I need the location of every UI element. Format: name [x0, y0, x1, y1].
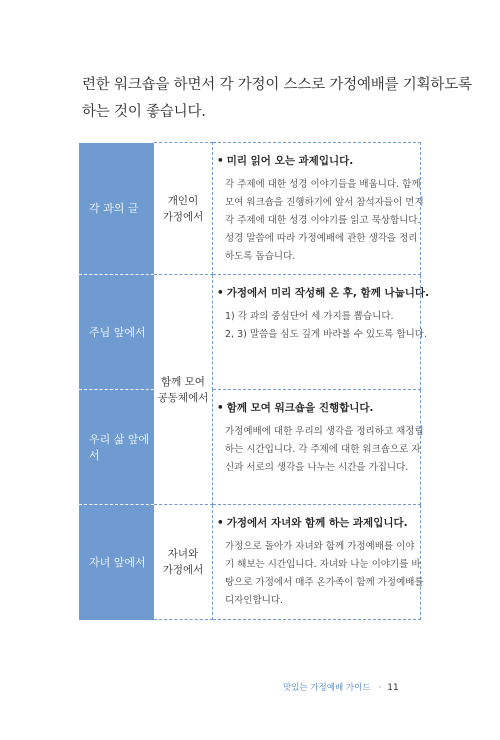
body-line: 각 주제에 대한 성경 이야기를 읽고 묵상합니다. — [225, 215, 421, 226]
description-body — [217, 423, 424, 477]
book-title: 맛있는 가정예배 가이드 — [283, 683, 371, 693]
body-line: 디자인합니다. — [225, 595, 284, 606]
body-line: 모여 워크숍을 진행하기에 앞서 참석자들이 먼저 — [225, 197, 424, 208]
body-line: 각 주제에 대한 성경 이야기들을 배웁니다. 함께 — [225, 179, 421, 190]
body-line: 1) 각 과의 중심단어 세 가지를 뽑습니다. — [225, 311, 394, 322]
body-line: 하는 시간입니다. 각 주제에 대한 워크숍으로 자 — [225, 444, 421, 455]
bullet-icon: • — [217, 402, 224, 414]
row-who — [154, 275, 213, 505]
row-who — [154, 143, 213, 275]
row-label: 각 과의 글 — [79, 143, 154, 275]
intro-line: 하는 것이 좋습니다. — [82, 104, 206, 120]
footer-separator: · — [378, 683, 382, 693]
row-label: 주님 앞에서 — [79, 275, 154, 390]
workshop-table — [79, 142, 430, 620]
row-description — [213, 505, 424, 620]
table-row — [79, 505, 421, 620]
body-line: 성경 말씀에 따라 가정예배에 관한 생각을 정리 — [225, 233, 418, 244]
who-line: 공동체에서 — [157, 391, 209, 404]
table-row — [79, 143, 421, 275]
intro-paragraph — [82, 72, 472, 126]
description-body — [217, 538, 424, 610]
body-line: 탕으로 가정에서 매주 온가족이 함께 가정예배를 — [225, 577, 424, 588]
bullet-icon: • — [217, 155, 224, 167]
who-line: 함께 모여 — [161, 375, 205, 388]
page-number: 11 — [387, 683, 399, 693]
body-line: 신과 서로의 생각을 나누는 시간을 가집니다. — [225, 462, 409, 473]
bullet-icon: • — [217, 517, 224, 529]
body-line: 가정예배에 대한 우리의 생각을 정리하고 재정립 — [225, 426, 424, 437]
description-title: • 함께 모여 워크숍을 진행합니다. — [217, 402, 374, 414]
intro-line: 련한 워크숍을 하면서 각 가정이 스스로 가정예배를 기획하도록 — [82, 77, 472, 93]
who-line: 자녀와 — [167, 548, 199, 560]
row-label: 자녀 앞에서 — [79, 505, 154, 620]
description-body — [217, 176, 424, 266]
table-row — [79, 390, 421, 505]
row-description — [213, 390, 424, 505]
row-description — [213, 275, 430, 390]
who-line: 가정에서 — [162, 564, 204, 576]
body-line: 2, 3) 말씀을 심도 깊게 바라볼 수 있도록 합니다. — [225, 329, 428, 340]
who-line: 개인이 — [167, 194, 199, 207]
description-title: • 미리 읽어 오는 과제입니다. — [217, 155, 354, 167]
body-line: 하도록 돕습니다. — [225, 251, 296, 262]
row-label: 우리 삶 앞에서 — [79, 390, 154, 505]
description-title: • 가정에서 자녀와 함께 하는 과제입니다. — [217, 517, 408, 529]
table-row — [79, 275, 421, 390]
description-body — [217, 308, 428, 344]
who-line: 가정에서 — [162, 210, 204, 223]
body-line: 가정으로 돌아가 자녀와 함께 가정예배를 이야 — [225, 541, 415, 552]
row-who — [154, 505, 213, 620]
body-line: 기 해보는 시간입니다. 자녀와 나눈 이야기를 바 — [225, 559, 421, 570]
page-footer — [283, 681, 399, 693]
description-title: • 가정에서 미리 작성해 온 후, 함께 나눕니다. — [217, 287, 430, 299]
row-description — [213, 143, 424, 275]
bullet-icon: • — [217, 287, 224, 299]
